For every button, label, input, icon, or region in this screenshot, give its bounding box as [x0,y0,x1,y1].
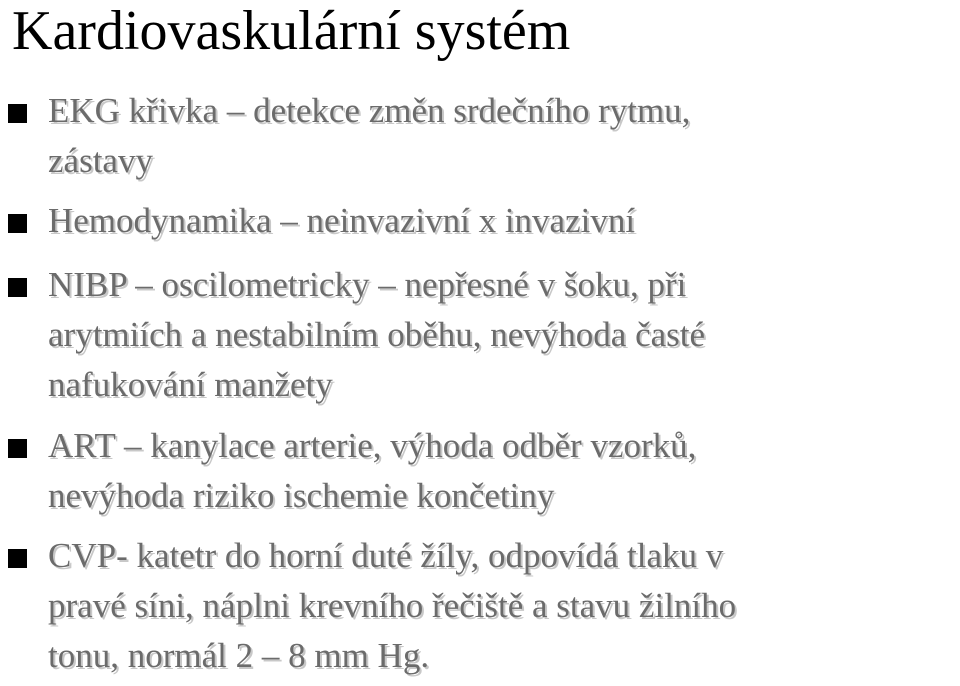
bullet-text [48,196,960,246]
bullet-line: CVP- katetr do horní duté žíly, odpovídá tlaku v [48,536,724,575]
square-bullet-icon [8,439,27,458]
square-bullet-icon [8,549,27,568]
square-bullet-icon [8,214,27,233]
bullet-line: pravé síni, náplni krevního řečiště a stavu žilního [48,586,737,625]
bullet-line: zástavy [48,141,153,180]
square-bullet-icon [8,278,27,297]
bullet-line: nafukování manžety [48,365,333,404]
slide-title: Kardiovaskulární systém [12,0,571,62]
bullet-text [48,86,960,186]
square-bullet-icon [8,104,27,123]
bullet-line: EKG křivka – detekce změn srdečního rytmu, [48,91,691,130]
bullet-text [48,421,960,521]
bullet-line: nevýhoda riziko ischemie končetiny [48,476,555,515]
bullet-line: ART – kanylace arterie, výhoda odběr vzorků, [48,426,697,465]
bullet-text [48,260,960,410]
bullet-line: arytmiích a nestabilním oběhu, nevýhoda časté [48,315,706,354]
bullet-line: NIBP – oscilometricky – nepřesné v šoku, při [48,265,687,304]
bullet-text [48,531,960,681]
bullet-line: tonu, normál 2 – 8 mm Hg. [48,636,430,675]
bullet-line: Hemodynamika – neinvazivní x invazivní [48,201,636,240]
